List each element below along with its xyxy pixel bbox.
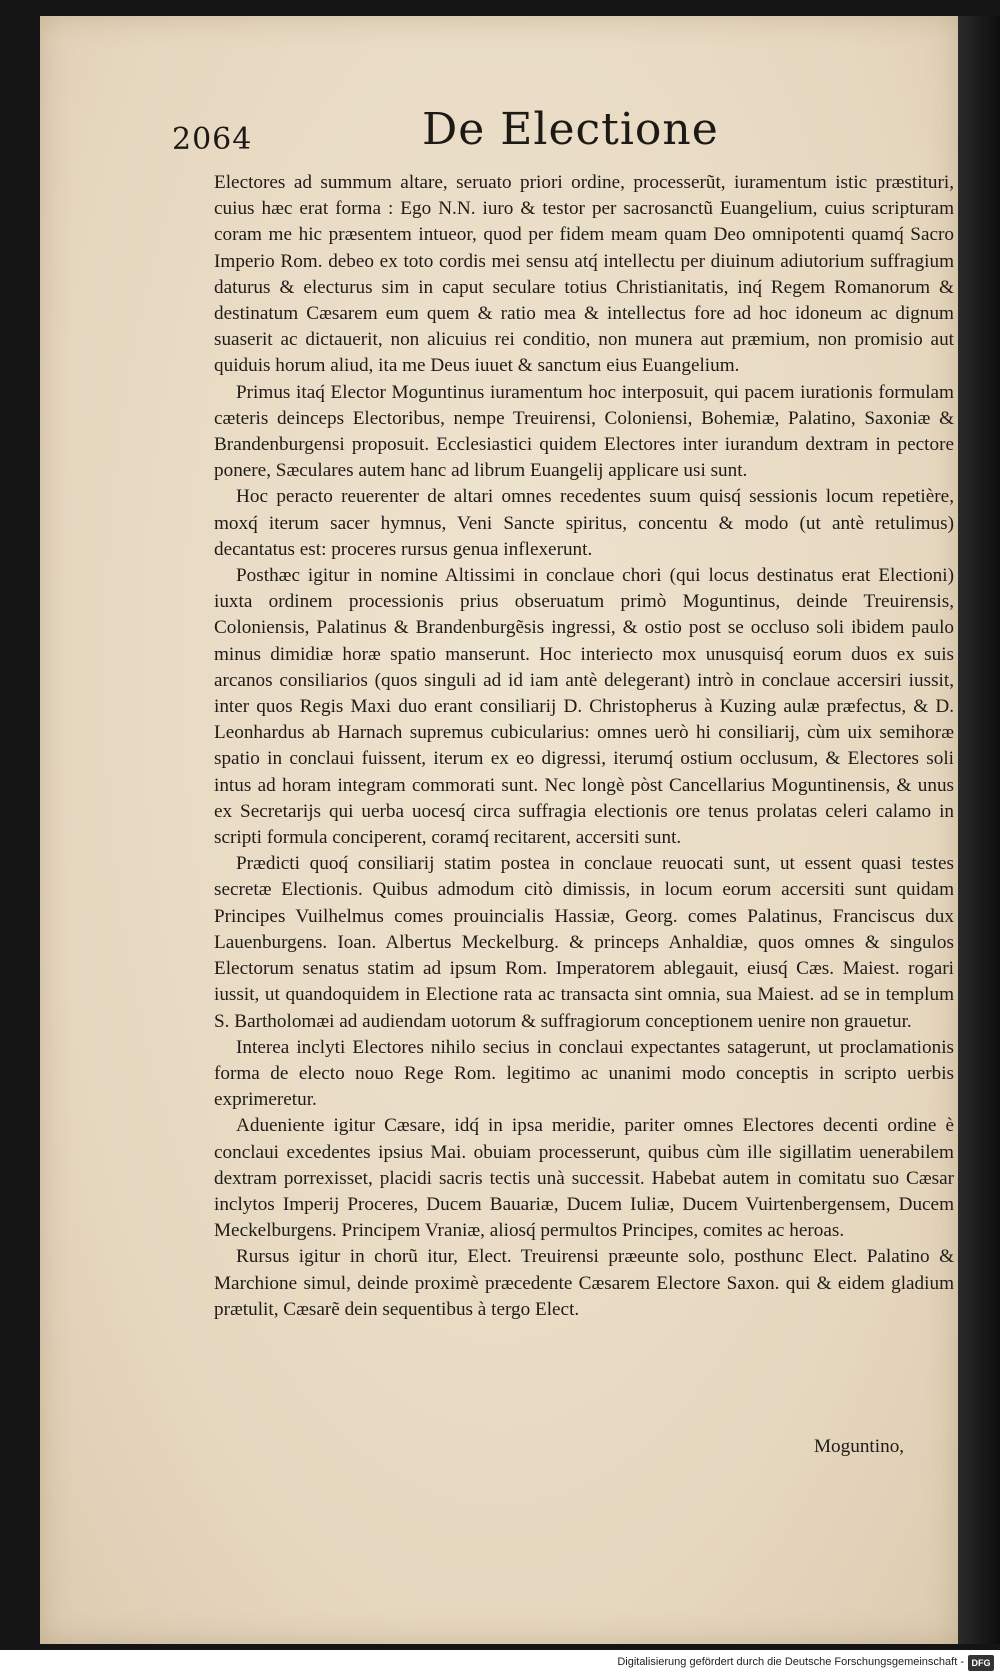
paragraph: Adueniente igitur Cæsare, idq́ in ipsa meridie, pariter omnes Electores decenti ordine è conclaui excedentes ipsius Mai. obuiam processerunt, quibus cùm ille sigillatim uenerabilem dextram porrexisset, placidi sacris tectis unà successit. Habebat autem in comitatu suo Cæsar inclytos Imperij Proceres, Ducem Bauariæ, Ducem Iuliæ, Ducem Vuirtenbergensem, Ducem Meckelburgens. Principem Vraniæ, aliosq́ permultos Principes, comites ac heroas.	[214, 1115, 954, 1242]
paragraph: Prædicti quoq́ consiliarij statim postea in conclaue reuocati sunt, ut essent quasi testes secretæ Electionis. Quibus admodum citò dimissis, in locum eorum accersiti sunt quidam Principes Vuilhelmus comes prouincialis Hassiæ, Georg. comes Palatinus, Franciscus dux Lauenburgens. Ioan. Albertus Meckelburg. & princeps Anhaldiæ, quos omnes & singulos Electorum senatus statim ad ipsum Rom. Imperatorem ablegauit, eiusq́ Cæs. Maiest. rogari iussit, ut quandoquidem in Electione rata ac transacta sint omnia, sua Maiest. ad se in templum S. Bartholomæi ad audiendam uotorum & suffragiorum conceptionem uenire non grauetur.	[214, 853, 954, 1032]
dfg-logo-icon: DFG	[968, 1655, 994, 1671]
paragraph: Electores ad summum altare, seruato priori ordine, processerũt, iuramentum istic præstituri, cuius hæc erat forma : Ego N.N. iuro & testor per sacrosanctũ Euangelium, cuius scripturam coram me hic præsentem intueor, quod per fidem meam quam Deo omnipotenti quamq́ Sacro Imperio Rom. debeo ex toto cordis mei sensu atq́ intellectu per diuinum adiutorium suffragium daturus & electurus sim in caput seculare totius Christianitatis, inq́ Regem Romanorum & destinatum Cæsarem eum quem & ratio mea & intellectus fore ad hoc idoneum ac dignum suaserit ac dictauerit, non alicuius rei conditio, non munera aut præmium, non promisio aut quiduis horum aliud, ita me Deus iuuet & sanctum eius Euangelium.	[214, 172, 954, 377]
paragraph: Interea inclyti Electores nihilo secius in conclaui expectantes satagerunt, ut proclamationis forma de electo nouo Rege Rom. legitimo ac unanimi modo conceptis in scripto uerbis exprimeretur.	[214, 1036, 954, 1111]
body-text	[214, 170, 954, 1323]
digitization-footer	[0, 1650, 1000, 1678]
page-header	[172, 104, 912, 168]
paragraph: Posthæc igitur in nomine Altissimi in conclaue chori (qui locus destinatus erat Electioni) iuxta ordinem processionis prius obseruatum primò Moguntinus, deinde Treuirensis, Coloniensis, Palatinus & Brandenburgẽsis ingressi, & ostio post se occluso soli ibidem paulo minus dimidiæ horæ spatio manserunt. Hoc interiecto mox unusquisq́ eorum duos ex suis arcanos consiliarios (quos singuli ad id iam antè delegerant) intrò in conclaue accersiri iussit, inter quos Regis Maxi duo erant consiliarij D. Christopherus à Kuzing aulæ præfectus, & D. Leonhardus ab Harnach supremus cubicularius: omnes uerò hi consiliarij, cùm uix semihoræ spatio in conclaui fuissent, iterum ex eo digressi, iterumq́ ostium occlusum, & Electores soli intus ad horam integram commorati sunt. Nec longè pòst Cancellarius Moguntinensis, & unus ex Secretarijs qui uerba uocesq́ circa suffragia electionis ore tenus prolatas celeri calamo in scripti formula conciperent, coramq́ recitarent, accersiti sunt.	[214, 565, 954, 849]
paragraph: Hoc peracto reuerenter de altari omnes recedentes suum quisq́ sessionis locum repetière, moxq́ iterum sacer hymnus, Veni Sancte spiritus, concentu & modo (ut antè retulimus) decantatus est: proceres rursus genua inflexerunt.	[214, 486, 954, 560]
paragraph: Rursus igitur in chorũ itur, Elect. Treuirensi præeunte solo, posthunc Elect. Palatino & Marchione simul, deinde proximè præcedente Cæsarem Electore Saxon. qui & eidem gladium prætulit, Cæsarẽ dein sequentibus à tergo Elect.	[214, 1246, 954, 1320]
page-binding-edge	[958, 16, 1000, 1644]
footer-credit: Digitalisierung gefördert durch die Deutsche Forschungsgemeinschaft -	[617, 1656, 964, 1668]
page-number: 2064	[172, 122, 253, 157]
catchword: Moguntino,	[814, 1436, 905, 1457]
paragraph: Primus itaq́ Elector Moguntinus iuramentum hoc interposuit, qui pacem iurationis formulam cæteris deinceps Electoribus, nempe Treuirensi, Coloniensi, Bohemiæ, Palatino, Saxoniæ & Brandenburgensi proposuit. Ecclesiastici quidem Electores inter iurandum dextram in pectore ponere, Sæculares autem hanc ad librum Euangelij applicare usi sunt.	[214, 381, 954, 482]
running-title: De Electione	[422, 104, 719, 155]
